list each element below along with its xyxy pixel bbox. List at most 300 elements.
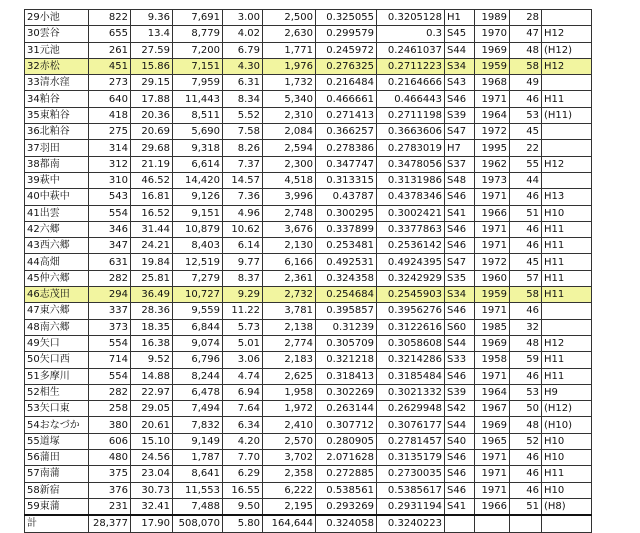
table-cell: 0.271413 (316, 107, 377, 123)
table-cell: 9,149 (173, 433, 223, 449)
table-row (25, 58, 592, 74)
table-cell: 11.22 (223, 303, 263, 319)
table-cell: 640 (89, 91, 131, 107)
table-cell: 0.3214286 (377, 352, 445, 368)
table-cell: 0.492531 (316, 254, 377, 270)
table-cell: 0.321218 (316, 352, 377, 368)
table-row (25, 189, 592, 205)
table-cell: 46 (510, 221, 542, 237)
table-cell: 1972 (475, 254, 510, 270)
table-cell: 48 (510, 417, 542, 433)
table-cell: H12 (542, 156, 592, 172)
table-cell: 49 (510, 75, 542, 91)
table-cell: (H12) (542, 42, 592, 58)
table-cell: 47 (510, 26, 542, 42)
table-cell: 7.36 (223, 189, 263, 205)
table-cell: 14.88 (131, 368, 173, 384)
table-cell: 6,166 (263, 254, 316, 270)
table-cell: 58 (510, 287, 542, 303)
table-cell: 1,771 (263, 42, 316, 58)
data-table (24, 9, 592, 533)
table-cell: 0.2783019 (377, 140, 445, 156)
table-cell: 1959 (475, 287, 510, 303)
table-cell: 2,358 (263, 466, 316, 482)
table-cell: 1,972 (263, 401, 316, 417)
table-cell: 36北粕谷 (25, 124, 89, 140)
table-row (25, 287, 592, 303)
table-cell: H11 (542, 352, 592, 368)
table-cell: 7,691 (173, 10, 223, 26)
table-cell: 1971 (475, 189, 510, 205)
table-cell: 0.3076177 (377, 417, 445, 433)
table-cell: S33 (445, 352, 475, 368)
table-cell: 543 (89, 189, 131, 205)
table-cell: 8.37 (223, 270, 263, 286)
table-cell: 0.3131986 (377, 172, 445, 188)
table-cell (510, 515, 542, 532)
table-cell: 計 (25, 515, 89, 532)
table-cell: 2,130 (263, 238, 316, 254)
table-row (25, 124, 592, 140)
table-cell: 480 (89, 450, 131, 466)
table-cell: 29.05 (131, 401, 173, 417)
table-cell: 2,310 (263, 107, 316, 123)
table-cell: 51 (510, 205, 542, 221)
table-cell: 10,727 (173, 287, 223, 303)
table-cell: 0.302269 (316, 384, 377, 400)
table-cell: 7.58 (223, 124, 263, 140)
table-cell: 50 (510, 401, 542, 417)
table-cell: 0.3135179 (377, 450, 445, 466)
table-cell: 0.299579 (316, 26, 377, 42)
table-cell: 2,774 (263, 335, 316, 351)
table-cell: 554 (89, 335, 131, 351)
table-cell: 7,959 (173, 75, 223, 91)
table-cell: 1971 (475, 238, 510, 254)
table-cell: 6.79 (223, 42, 263, 58)
table-row (25, 205, 592, 221)
table-cell (475, 515, 510, 532)
table-cell: S44 (445, 335, 475, 351)
table-cell: (H12) (542, 401, 592, 417)
table-cell: 9.77 (223, 254, 263, 270)
table-cell: 4.74 (223, 368, 263, 384)
table-cell: 0.466443 (377, 91, 445, 107)
table-cell: 53 (510, 107, 542, 123)
table-cell: 2,732 (263, 287, 316, 303)
table-cell: 0.31239 (316, 319, 377, 335)
table-cell: 1968 (475, 75, 510, 91)
table-cell: 1970 (475, 26, 510, 42)
table-cell: 1966 (475, 205, 510, 221)
table-cell: 8,403 (173, 238, 223, 254)
table-cell: 22.97 (131, 384, 173, 400)
table-cell: 1971 (475, 303, 510, 319)
table-cell: 0.305709 (316, 335, 377, 351)
table-cell: 0.395857 (316, 303, 377, 319)
table-cell: 2,625 (263, 368, 316, 384)
table-cell: H11 (542, 238, 592, 254)
table-cell: 17.90 (131, 515, 173, 532)
table-cell: S47 (445, 124, 475, 140)
table-cell: 46 (510, 482, 542, 498)
table-cell: 46 (510, 368, 542, 384)
table-cell: 0.43787 (316, 189, 377, 205)
table-cell: 30.73 (131, 482, 173, 498)
table-cell: 0.3240223 (377, 515, 445, 532)
table-cell: S46 (445, 482, 475, 498)
table-cell: 58 (510, 58, 542, 74)
table-cell: H11 (542, 368, 592, 384)
table-cell: 7,151 (173, 58, 223, 74)
table-cell: 8,511 (173, 107, 223, 123)
table-cell: 32 (510, 319, 542, 335)
table-cell: 45 (510, 124, 542, 140)
table-cell: S37 (445, 156, 475, 172)
table-cell: S46 (445, 91, 475, 107)
table-row (25, 221, 592, 237)
table-cell: H11 (542, 91, 592, 107)
table-cell: 2,748 (263, 205, 316, 221)
table-cell: 59 (510, 352, 542, 368)
table-cell: 5.80 (223, 515, 263, 532)
table-cell: 3.06 (223, 352, 263, 368)
table-cell: 15.10 (131, 433, 173, 449)
table-cell: 9.29 (223, 287, 263, 303)
table-cell: 1985 (475, 319, 510, 335)
table-cell: 50矢口西 (25, 352, 89, 368)
table-cell: S43 (445, 75, 475, 91)
table-cell: 9.50 (223, 498, 263, 515)
table-cell: 41出雲 (25, 205, 89, 221)
table-cell: 0.300295 (316, 205, 377, 221)
table-cell: 32赤松 (25, 58, 89, 74)
table-cell: 6.94 (223, 384, 263, 400)
table-cell: 4.96 (223, 205, 263, 221)
table-cell: 16.52 (131, 205, 173, 221)
table-cell: 10,879 (173, 221, 223, 237)
table-cell: 8,779 (173, 26, 223, 42)
table-cell: H11 (542, 287, 592, 303)
table-cell: 3,702 (263, 450, 316, 466)
table-cell: S46 (445, 466, 475, 482)
table-row (25, 91, 592, 107)
table-cell: 46 (510, 303, 542, 319)
table-cell: 29小池 (25, 10, 89, 26)
table-cell: 46志茂田 (25, 287, 89, 303)
table-cell: 1973 (475, 172, 510, 188)
table-cell: 0.3122616 (377, 319, 445, 335)
table-cell: 0.253481 (316, 238, 377, 254)
table-cell: H10 (542, 450, 592, 466)
table-cell: S42 (445, 401, 475, 417)
table-cell: 346 (89, 221, 131, 237)
table-cell: 5,340 (263, 91, 316, 107)
table-cell: 28,377 (89, 515, 131, 532)
table-body (25, 10, 592, 533)
table-cell: 451 (89, 58, 131, 74)
table-cell: 0.2730035 (377, 466, 445, 482)
table-cell: H1 (445, 10, 475, 26)
table-cell: 6.34 (223, 417, 263, 433)
table-row (25, 482, 592, 498)
table-row (25, 107, 592, 123)
table-cell: 0.276325 (316, 58, 377, 74)
table-cell: 21.19 (131, 156, 173, 172)
table-cell: 20.61 (131, 417, 173, 433)
table-cell: 51 (510, 498, 542, 515)
table-cell: 16.38 (131, 335, 173, 351)
table-cell: 0.324058 (316, 515, 377, 532)
table-cell: S40 (445, 433, 475, 449)
table-cell: 52 (510, 433, 542, 449)
table-cell: 4.20 (223, 433, 263, 449)
table-cell: 12,519 (173, 254, 223, 270)
table-cell (542, 10, 592, 26)
table-cell: 8,641 (173, 466, 223, 482)
table-cell: 3.00 (223, 10, 263, 26)
table-cell: 2,500 (263, 10, 316, 26)
table-cell: 275 (89, 124, 131, 140)
table-cell: 44高畑 (25, 254, 89, 270)
table-cell: 2,570 (263, 433, 316, 449)
table-cell: 1972 (475, 124, 510, 140)
table-cell: 10.62 (223, 221, 263, 237)
table-cell: 0.293269 (316, 498, 377, 515)
table-cell: 34粕谷 (25, 91, 89, 107)
table-cell: 58新宿 (25, 482, 89, 498)
table-cell: 22 (510, 140, 542, 156)
table-cell (542, 124, 592, 140)
table-cell: 282 (89, 270, 131, 286)
table-cell: H12 (542, 58, 592, 74)
table-cell (542, 303, 592, 319)
table-cell: 606 (89, 433, 131, 449)
table-cell: 1,976 (263, 58, 316, 74)
table-cell: 261 (89, 42, 131, 58)
table-cell: 36.49 (131, 287, 173, 303)
table-cell: 11,553 (173, 482, 223, 498)
table-cell: 282 (89, 384, 131, 400)
table-cell: 46 (510, 91, 542, 107)
table-cell: S46 (445, 303, 475, 319)
table-cell: 0.263144 (316, 401, 377, 417)
table-cell: 631 (89, 254, 131, 270)
table-cell: 8.34 (223, 91, 263, 107)
table-cell: S47 (445, 254, 475, 270)
table-cell: 6,844 (173, 319, 223, 335)
table-cell: 23.04 (131, 466, 173, 482)
table-cell: 6.14 (223, 238, 263, 254)
table-cell: 5.52 (223, 107, 263, 123)
table-cell: 9,074 (173, 335, 223, 351)
table-row (25, 335, 592, 351)
table-cell: 31.44 (131, 221, 173, 237)
table-cell: (H11) (542, 107, 592, 123)
table-cell: 380 (89, 417, 131, 433)
table-cell: S39 (445, 384, 475, 400)
table-cell: 53矢口東 (25, 401, 89, 417)
table-cell: 0.245972 (316, 42, 377, 58)
table-cell: 1,787 (173, 450, 223, 466)
table-cell: 55 (510, 156, 542, 172)
table-cell: 51多摩川 (25, 368, 89, 384)
table-cell: 11,443 (173, 91, 223, 107)
table-cell: 1971 (475, 466, 510, 482)
table-cell: 37羽田 (25, 140, 89, 156)
table-cell: 28.36 (131, 303, 173, 319)
table-cell: H10 (542, 205, 592, 221)
table-cell: H10 (542, 433, 592, 449)
table-cell: 3,781 (263, 303, 316, 319)
table-cell: H10 (542, 482, 592, 498)
table-cell: 40中萩中 (25, 189, 89, 205)
table-cell: 1,732 (263, 75, 316, 91)
table-cell: 258 (89, 401, 131, 417)
table-cell: H12 (542, 26, 592, 42)
table-cell: 1969 (475, 42, 510, 58)
table-cell: 6.29 (223, 466, 263, 482)
table-cell: 0.5385617 (377, 482, 445, 498)
table-cell: 1971 (475, 482, 510, 498)
table-cell: (H10) (542, 417, 592, 433)
table-cell: 7.70 (223, 450, 263, 466)
table-cell: 0.324358 (316, 270, 377, 286)
table-cell: 6,478 (173, 384, 223, 400)
table-cell: 31元池 (25, 42, 89, 58)
table-row (25, 303, 592, 319)
table-cell: 1,958 (263, 384, 316, 400)
table-cell: 1969 (475, 335, 510, 351)
table-cell: 6.31 (223, 75, 263, 91)
table-cell: 46 (510, 466, 542, 482)
table-cell: 42六郷 (25, 221, 89, 237)
table-row (25, 172, 592, 188)
table-cell: 0.280905 (316, 433, 377, 449)
table-cell: 7,200 (173, 42, 223, 58)
table-cell: S44 (445, 42, 475, 58)
table-cell: 45仲六郷 (25, 270, 89, 286)
table-cell: S41 (445, 205, 475, 221)
table-cell: 0.337899 (316, 221, 377, 237)
table-cell: 30雲谷 (25, 26, 89, 42)
table-cell: 2,138 (263, 319, 316, 335)
table-cell: 4,518 (263, 172, 316, 188)
table-row (25, 368, 592, 384)
table-cell: 554 (89, 368, 131, 384)
table-cell: 9,151 (173, 205, 223, 221)
table-cell: 0.2536142 (377, 238, 445, 254)
table-cell: 20.69 (131, 124, 173, 140)
table-cell: 32.41 (131, 498, 173, 515)
table-cell: 9,559 (173, 303, 223, 319)
table-cell: 49矢口 (25, 335, 89, 351)
table-cell: 0.3205128 (377, 10, 445, 26)
table-cell: 0.3185484 (377, 368, 445, 384)
table-cell (445, 515, 475, 532)
table-cell: 57南蒲 (25, 466, 89, 482)
table-cell: 57 (510, 270, 542, 286)
table-cell: 29.15 (131, 75, 173, 91)
table-cell: 7.64 (223, 401, 263, 417)
table-cell: 7,832 (173, 417, 223, 433)
table-cell: 14,420 (173, 172, 223, 188)
table-cell: 0.2629948 (377, 401, 445, 417)
table-row (25, 384, 592, 400)
table-cell (542, 75, 592, 91)
table-cell: 337 (89, 303, 131, 319)
table-cell: 1964 (475, 384, 510, 400)
table-cell: 0.3058608 (377, 335, 445, 351)
table-row (25, 417, 592, 433)
table-cell: 18.35 (131, 319, 173, 335)
table-cell: 53 (510, 384, 542, 400)
table-cell: 20.36 (131, 107, 173, 123)
table-cell: 9.52 (131, 352, 173, 368)
table-cell: 0.3002421 (377, 205, 445, 221)
table-cell: S46 (445, 450, 475, 466)
table-cell: 347 (89, 238, 131, 254)
table-row (25, 238, 592, 254)
table-cell: 6,796 (173, 352, 223, 368)
table-cell: 0.272885 (316, 466, 377, 482)
table-cell: H9 (542, 384, 592, 400)
table-cell: 6,614 (173, 156, 223, 172)
table-row (25, 26, 592, 42)
table-row (25, 319, 592, 335)
table-cell (542, 140, 592, 156)
table-cell: 1960 (475, 270, 510, 286)
table-cell: 1964 (475, 107, 510, 123)
table-cell: S34 (445, 287, 475, 303)
table-cell: H11 (542, 221, 592, 237)
table-cell: 45 (510, 254, 542, 270)
table-cell: 54おなづか (25, 417, 89, 433)
table-cell: 8,244 (173, 368, 223, 384)
table-cell: 56蒲田 (25, 450, 89, 466)
table-row (25, 75, 592, 91)
table-row (25, 156, 592, 172)
table-cell: 655 (89, 26, 131, 42)
table-cell: 0.3 (377, 26, 445, 42)
table-cell: 2,410 (263, 417, 316, 433)
table-row (25, 42, 592, 58)
table-cell: S46 (445, 368, 475, 384)
table-cell: 1959 (475, 58, 510, 74)
table-cell: 2,630 (263, 26, 316, 42)
table-cell: 7,488 (173, 498, 223, 515)
table-cell: 314 (89, 140, 131, 156)
table-cell: 0.3956276 (377, 303, 445, 319)
table-cell: 7,494 (173, 401, 223, 417)
table-cell (542, 319, 592, 335)
table-cell: 2,361 (263, 270, 316, 286)
table-cell: 3,996 (263, 189, 316, 205)
total-row (25, 515, 592, 532)
table-cell: 0.2545903 (377, 287, 445, 303)
table-cell: S46 (445, 189, 475, 205)
table-cell: 14.57 (223, 172, 263, 188)
table-cell: 46 (510, 189, 542, 205)
table-cell: 418 (89, 107, 131, 123)
table-cell: 1971 (475, 221, 510, 237)
table-cell: 0.2931194 (377, 498, 445, 515)
table-cell: 29.68 (131, 140, 173, 156)
table-cell: 8.26 (223, 140, 263, 156)
table-cell: 1966 (475, 498, 510, 515)
table-cell: 15.86 (131, 58, 173, 74)
table-cell: 0.2461037 (377, 42, 445, 58)
